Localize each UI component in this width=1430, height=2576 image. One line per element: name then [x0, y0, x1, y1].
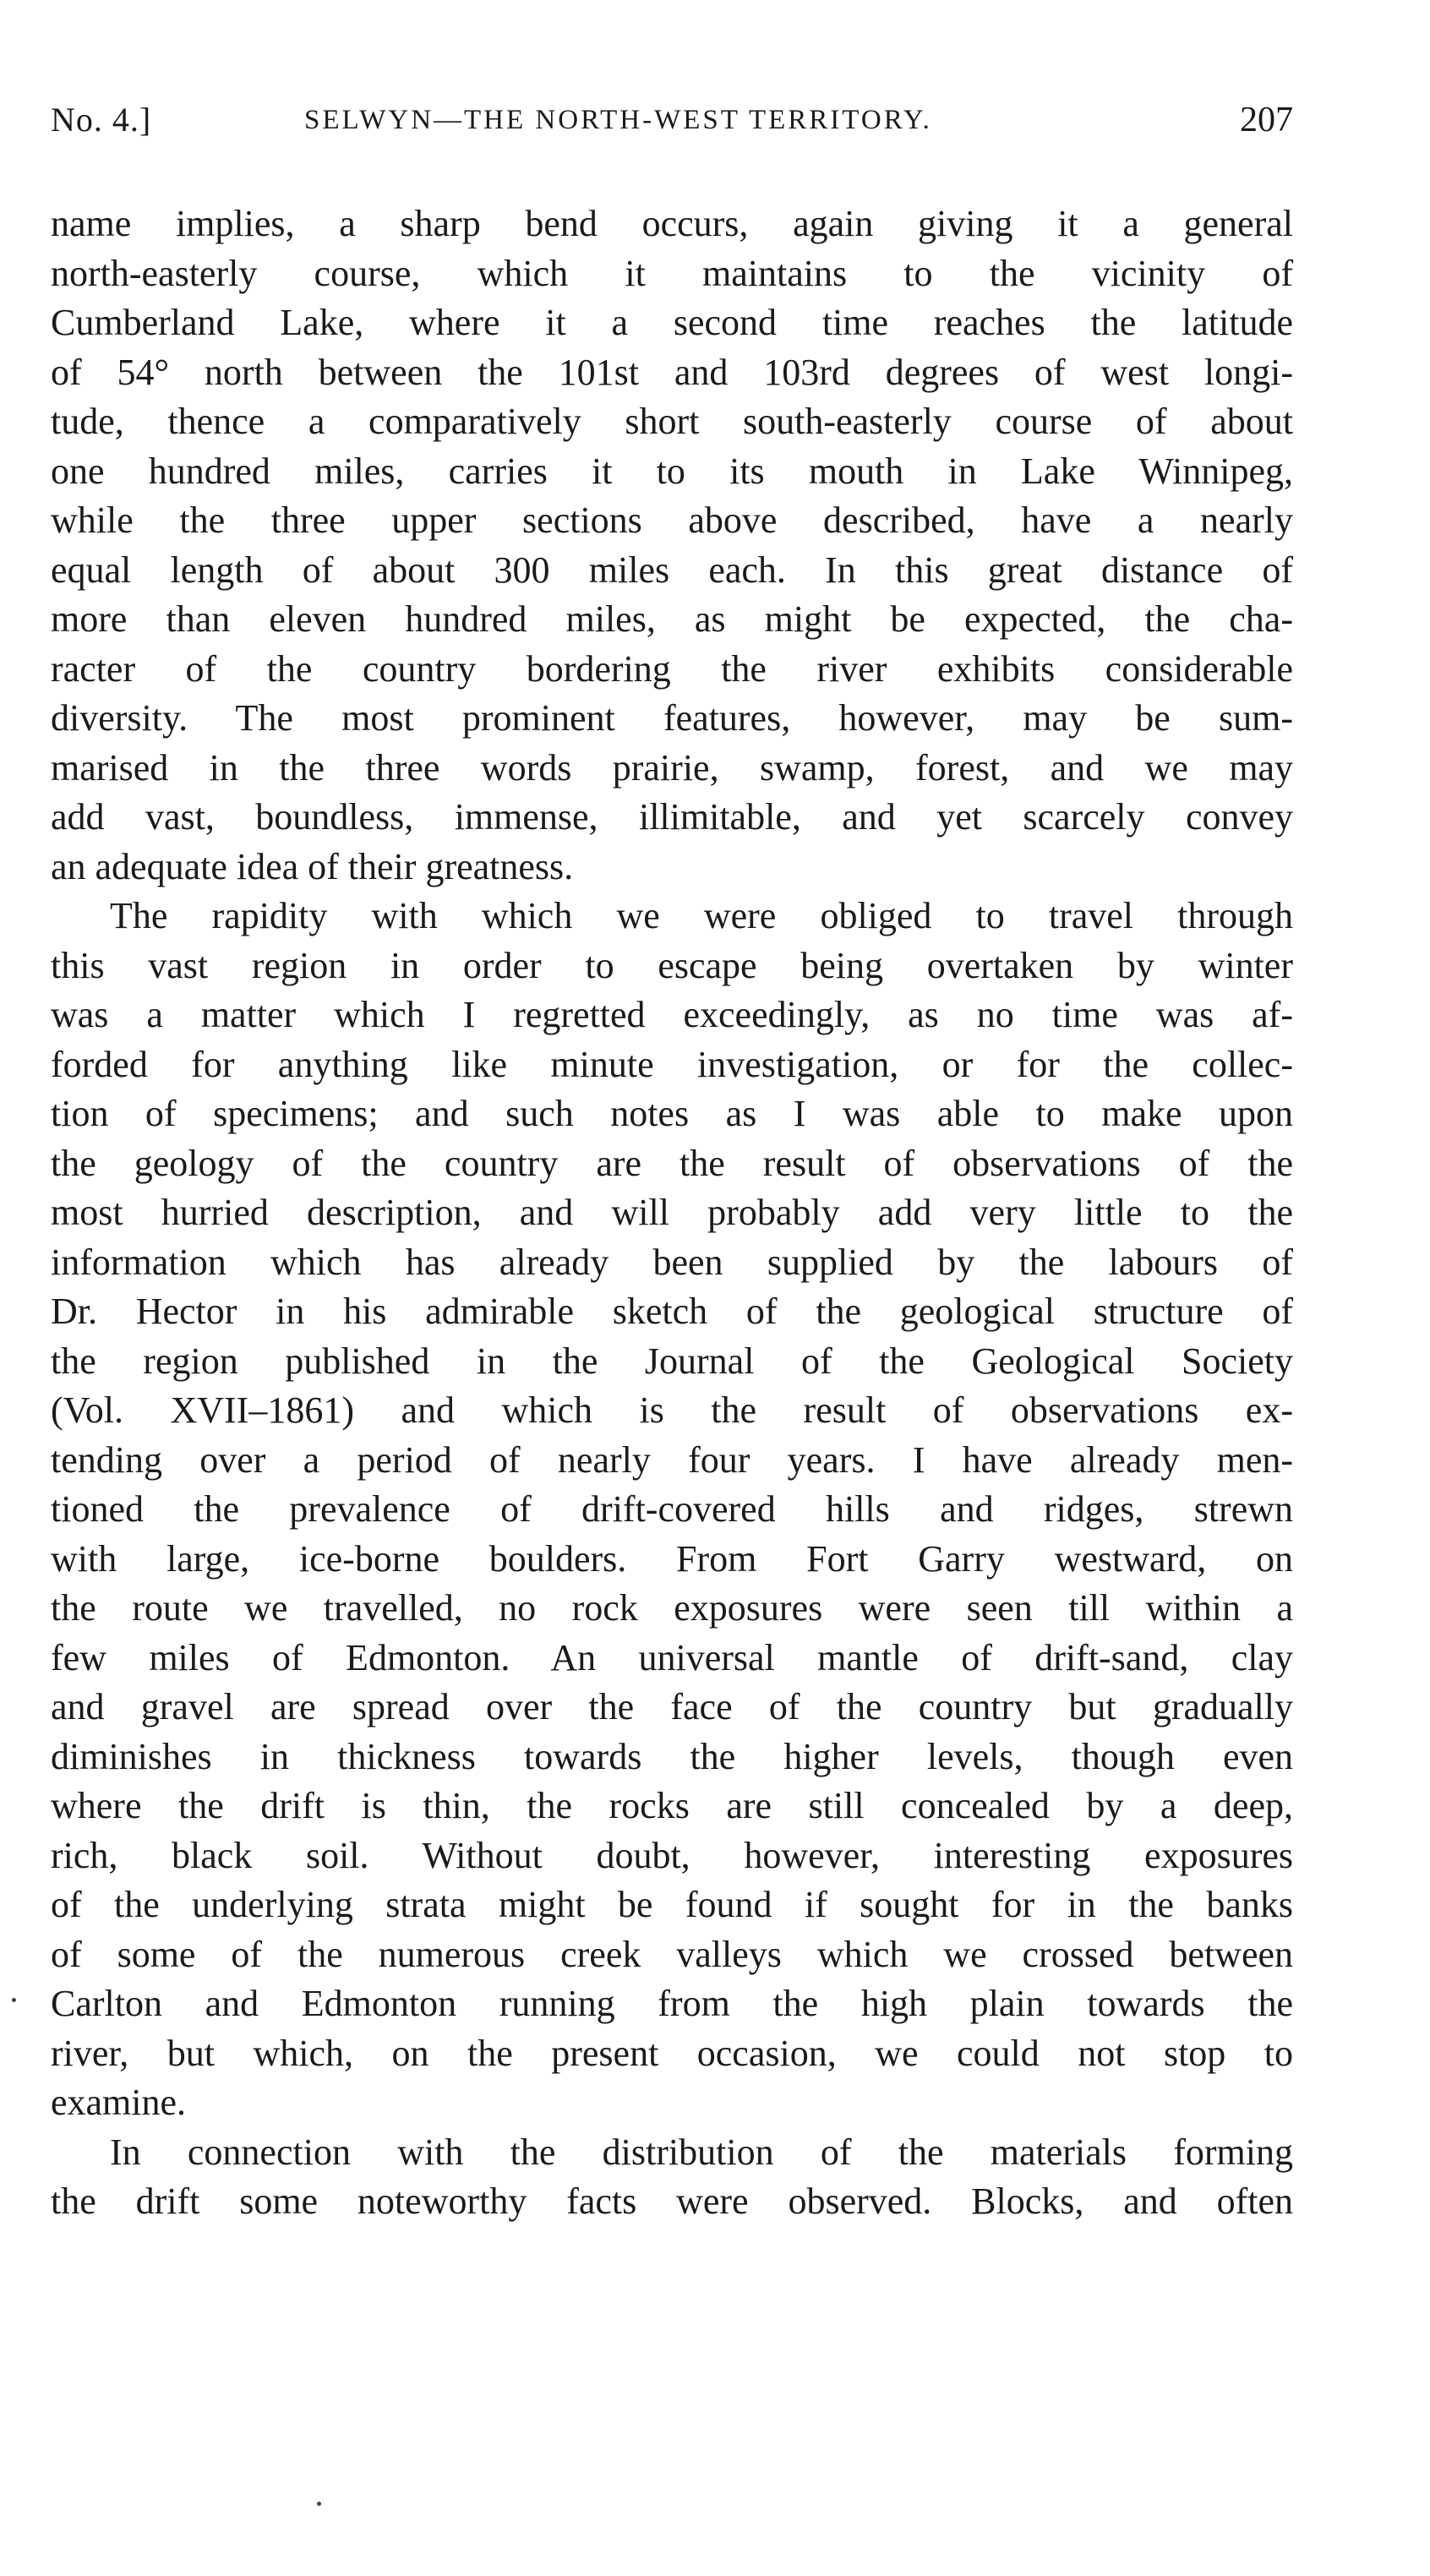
- text-line: Dr. Hector in his admirable sketch of the geological structure of: [51, 1291, 1293, 1332]
- text-line: while the three upper sections above described, have a nearly: [51, 499, 1293, 541]
- text-line: racter of the country bordering the river exhibits considerable: [51, 647, 1293, 690]
- text-line: tioned the prevalence of drift-covered hills and ridges, strewn: [51, 1488, 1293, 1530]
- text-line: the region published in the Journal of the Geological Society: [51, 1340, 1293, 1382]
- text-line: forded for anything like minute investigation, or for the collec-: [51, 1043, 1293, 1085]
- text-line: rich, black soil. Without doubt, however, interesting exposures: [51, 1834, 1293, 1876]
- text-line: of some of the numerous creek valleys which we crossed between: [51, 1933, 1293, 1975]
- text-line: this vast region in order to escape being overtaken by winter: [51, 944, 1293, 986]
- text-line: (Vol. XVII–1861) and which is the result of observations ex-: [51, 1389, 1293, 1431]
- text-line: Cumberland Lake, where it a second time reaches the latitude: [51, 302, 1293, 343]
- text-line: the drift some noteworthy facts were observed. Blocks, and often: [51, 2180, 1293, 2222]
- text-line: information which has already been supplied by the labours of: [51, 1241, 1293, 1283]
- text-line: and gravel are spread over the face of the country but gradually: [51, 1686, 1293, 1727]
- text-line: tion of specimens; and such notes as I was able to make upon: [51, 1093, 1293, 1134]
- text-line: diversity. The most prominent features, however, may be sum-: [51, 697, 1293, 739]
- text-line: equal length of about 300 miles each. In this great distance of: [51, 548, 1293, 591]
- text-line: the geology of the country are the result of observations of the: [51, 1142, 1293, 1184]
- text-line: one hundred miles, carries it to its mouth in Lake Winnipeg,: [51, 450, 1293, 492]
- text-line: name implies, a sharp bend occurs, again giving it a general: [51, 203, 1293, 244]
- page-number: 207: [1240, 101, 1293, 139]
- text-line: north-easterly course, which it maintains to the vicinity of: [51, 252, 1293, 294]
- text-line: few miles of Edmonton. An universal mantle of drift-sand, clay: [51, 1636, 1293, 1678]
- text-line: with large, ice-borne boulders. From Fort Garry westward, on: [51, 1537, 1293, 1580]
- text-line: tending over a period of nearly four years. I have already men-: [51, 1438, 1293, 1481]
- text-line: most hurried description, and will probably add very little to the: [51, 1192, 1293, 1233]
- text-line: In connection with the distribution of the materials forming: [110, 2131, 1293, 2173]
- text-line: more than eleven hundred miles, as might be expected, the cha-: [51, 598, 1293, 640]
- text-line: diminishes in thickness towards the higher levels, though even: [51, 1735, 1293, 1777]
- running-title: SELWYN—THE NORTH-WEST TERRITORY.: [304, 105, 932, 135]
- running-header: [51, 100, 1293, 150]
- text-line: add vast, boundless, immense, illimitable, and yet scarcely convey: [51, 796, 1293, 838]
- body-text: [51, 199, 1293, 2227]
- text-line: tude, thence a comparatively short south-easterly course of about: [51, 401, 1293, 442]
- issue-number: No. 4.]: [51, 101, 152, 139]
- stray-ink-mark: [12, 1998, 16, 2002]
- paragraph: [51, 2128, 1293, 2227]
- text-line: examine.: [51, 2082, 187, 2123]
- text-line: of the underlying strata might be found if sought for in the banks: [51, 1884, 1293, 1925]
- text-line: the route we travelled, no rock exposures were seen till within a: [51, 1587, 1293, 1629]
- text-line: of 54° north between the 101st and 103rd degrees of west longi-: [51, 351, 1293, 393]
- paragraph: [51, 199, 1293, 892]
- text-line: The rapidity with which we were obliged to travel through: [110, 895, 1293, 936]
- text-line: river, but which, on the present occasion, we could not stop to: [51, 2032, 1293, 2074]
- text-line: marised in the three words prairie, swamp, forest, and we may: [51, 746, 1293, 789]
- text-line: was a matter which I regretted exceedingly, as no time was af-: [51, 994, 1293, 1035]
- text-line: where the drift is thin, the rocks are still concealed by a deep,: [51, 1785, 1293, 1826]
- text-line: an adequate idea of their greatness.: [51, 845, 574, 887]
- text-line: Carlton and Edmonton running from the high plain towards the: [51, 1983, 1293, 2024]
- paragraph: [51, 892, 1293, 2128]
- stray-ink-mark: [317, 2502, 321, 2506]
